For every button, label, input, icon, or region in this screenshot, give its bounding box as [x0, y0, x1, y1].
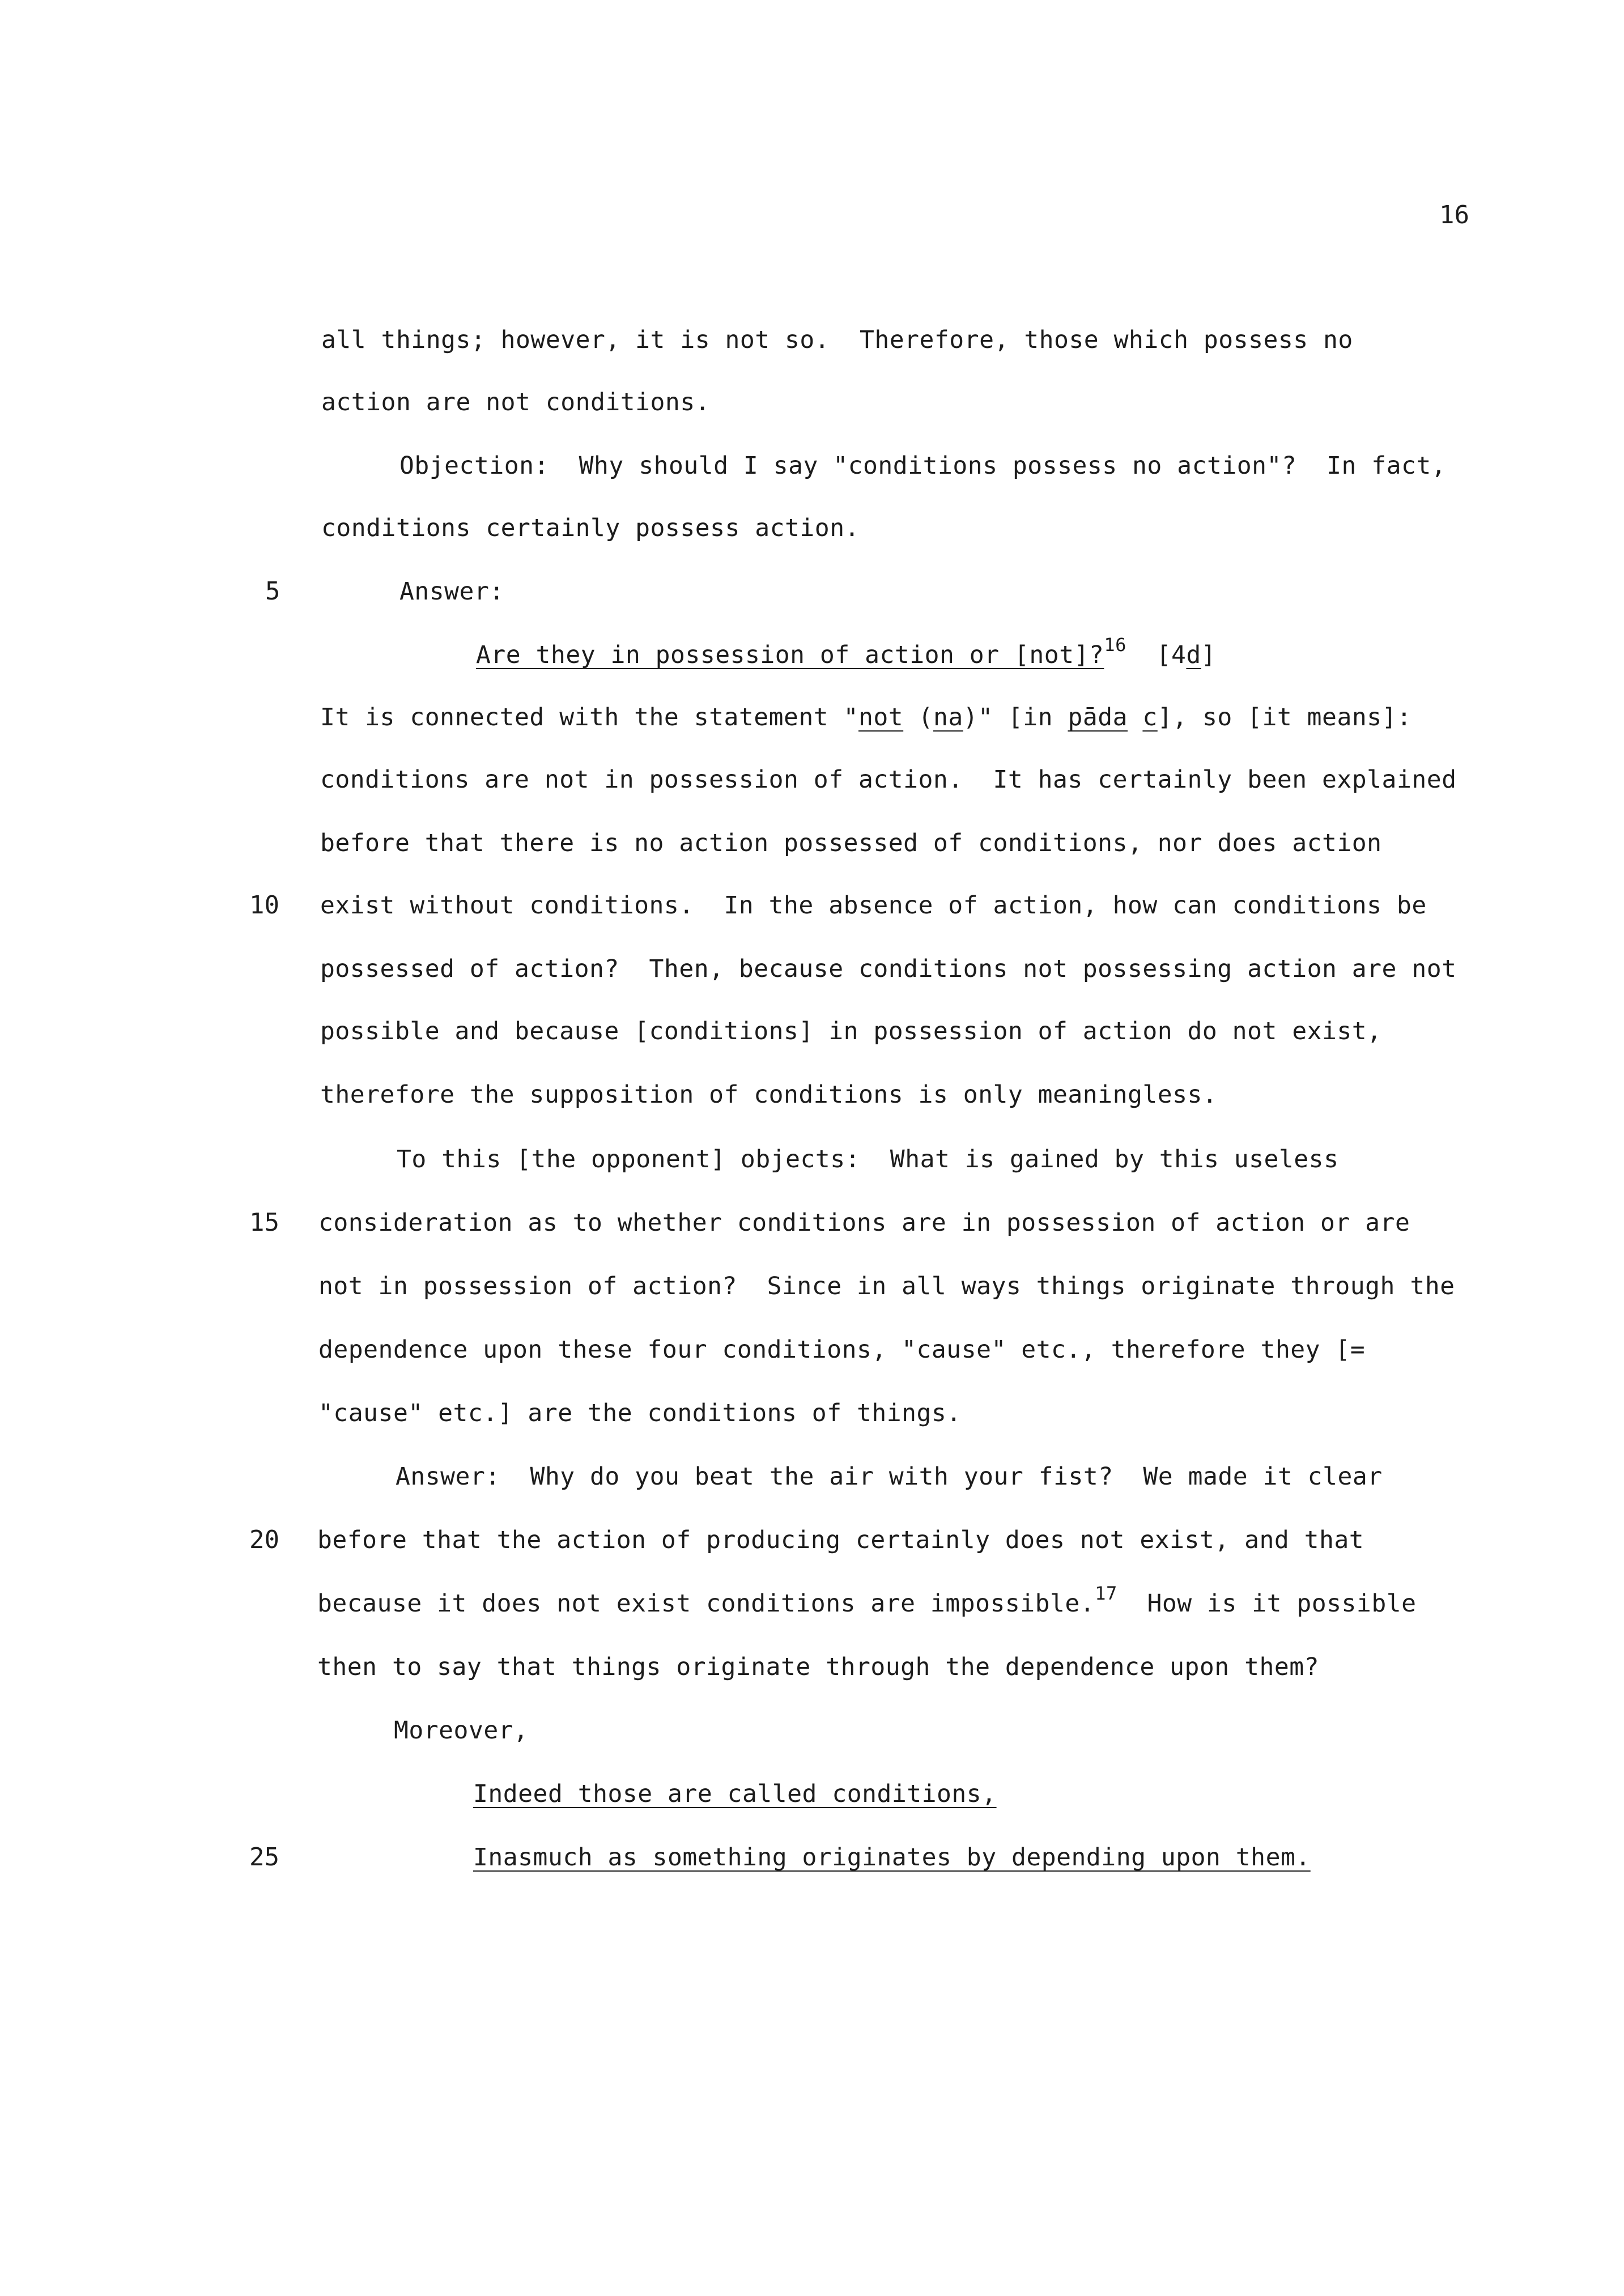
text-run: Moreover,	[394, 1716, 529, 1745]
text-line	[321, 323, 1353, 357]
text-run: conditions are not in possession of action. It has certainly been explained	[320, 766, 1457, 794]
text-run: before that there is no action possessed of conditions, nor does action	[320, 829, 1382, 857]
text-run: "cause" etc.] are the conditions of things.	[318, 1399, 962, 1427]
text-line	[317, 1523, 1364, 1557]
text-run: Answer:	[399, 577, 504, 606]
text-run: dependence upon these four conditions, "cause" etc., therefore they [=	[318, 1336, 1366, 1364]
text-line	[321, 385, 710, 419]
line-number: 5	[265, 577, 280, 606]
text-run: therefore the supposition of conditions is only meaningless.	[320, 1081, 1218, 1109]
underlined-text: na	[933, 703, 963, 732]
underlined-text: not	[858, 703, 904, 732]
text-line	[318, 1333, 1365, 1367]
underlined-text: Inasmuch as something originates by depending upon them.	[473, 1843, 1311, 1872]
text-line	[394, 1714, 529, 1747]
footnote-marker: 17	[1095, 1582, 1117, 1604]
text-run: because it does not exist conditions are impossible.	[317, 1589, 1095, 1618]
text-line	[317, 1582, 1417, 1621]
text-line	[320, 1014, 1382, 1048]
text-run: To this [the opponent] objects: What is gained by this useless	[397, 1145, 1339, 1173]
text-line	[320, 952, 1457, 986]
text-line	[318, 1269, 1455, 1303]
text-run: exist without conditions. In the absence of action, how can conditions be	[320, 891, 1427, 920]
text-line	[320, 888, 1427, 922]
text-run: before that the action of producing certainly does not exist, and that	[317, 1526, 1364, 1554]
text-line	[317, 1650, 1319, 1684]
text-line	[320, 826, 1382, 860]
text-line	[397, 1142, 1338, 1176]
text-line	[396, 1460, 1383, 1494]
text-run: possessed of action? Then, because conditions not possessing action are not	[320, 955, 1457, 983]
text-run: consideration as to whether conditions are in possession of action or are	[318, 1209, 1410, 1237]
text-line	[399, 575, 504, 609]
page-number: 16	[1439, 201, 1469, 229]
text-line	[399, 449, 1446, 483]
footnote-marker: 16	[1104, 633, 1126, 656]
line-number: 20	[249, 1525, 279, 1554]
text-line	[320, 700, 1412, 734]
text-line	[320, 763, 1457, 797]
line-number: 25	[249, 1843, 279, 1872]
text-run: Answer: Why do you beat the air with your fist? We made it clear	[396, 1462, 1383, 1491]
text-run: ], so [it means]:	[1157, 703, 1412, 732]
verse-line	[476, 633, 1217, 672]
text-run: not in possession of action? Since in all ways things originate through the	[318, 1272, 1455, 1300]
text-line	[318, 1206, 1410, 1240]
text-line	[318, 1396, 962, 1430]
text-run	[1128, 703, 1142, 732]
text-run: then to say that things originate through the dependence upon them?	[317, 1653, 1320, 1681]
underlined-text: pāda	[1068, 703, 1128, 732]
text-run: possible and because [conditions] in possession of action do not exist,	[320, 1017, 1382, 1045]
text-run: (	[903, 703, 933, 732]
text-line	[320, 1078, 1217, 1112]
underlined-text: Are they in possession of action or [not]?	[476, 641, 1104, 669]
text-run: all things; however, it is not so. Therefore, those which possess no	[321, 326, 1353, 354]
text-run: [4	[1126, 641, 1187, 669]
text-run: ]	[1201, 641, 1217, 669]
underlined-text: c	[1142, 703, 1158, 732]
underlined-text: d	[1186, 641, 1201, 669]
text-run: How is it possible	[1117, 1589, 1417, 1618]
text-line	[321, 511, 860, 545]
text-run: Objection: Why should I say "conditions possess no action"? In fact,	[399, 452, 1447, 480]
underlined-text: Indeed those are called conditions,	[473, 1780, 997, 1808]
line-number: 15	[249, 1208, 279, 1237]
text-run: conditions certainly possess action.	[321, 514, 860, 542]
text-run: It is connected with the statement "	[320, 703, 858, 732]
text-run: )" [in	[963, 703, 1068, 732]
verse-line	[473, 1840, 1311, 1874]
line-number: 10	[249, 891, 279, 920]
verse-line	[473, 1777, 997, 1811]
text-run: action are not conditions.	[321, 388, 711, 416]
